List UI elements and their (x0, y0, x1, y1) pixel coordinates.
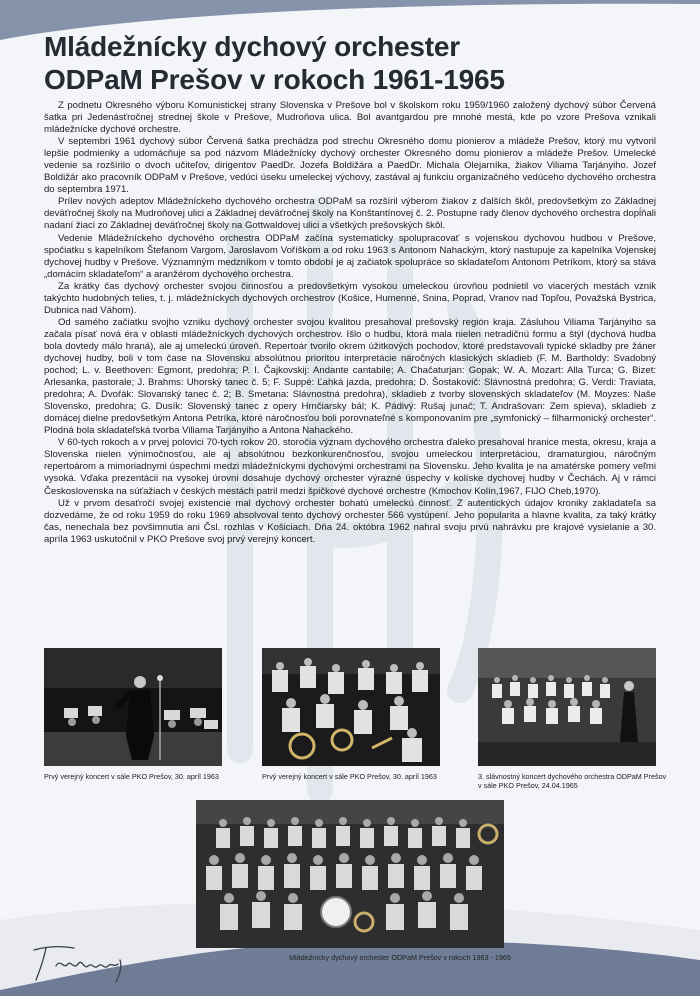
page-title (44, 30, 664, 96)
photo-caption: Prvý verejný koncert v sále PKO Prešov, 30. apríl 1963 (262, 772, 437, 781)
paragraph: Prílev nových adeptov Mládežníckeho dychového orchestra ODPaM sa rozšíril výberom žiakov z ďalších škôl, predovšetkým zo Základnej deväťročnej školy na Mudroňovej ulici a Základnej deväťročnej školy na Konštantínovej č. 2. Postupne rady členov dychového orchestra dopĺňali nadaní žiaci zo Základnej deväťročnej školy na Gottwaldovej ulici a všetkých prešovských škôl. (44, 196, 656, 232)
paragraph: V septembri 1961 dychový súbor Červená šatka prechádza pod strechu Okresného domu pionierov a mládeže Prešov, ktorý mu vytvoril lepšie podmienky a udomácňuje sa pod názvom Mládežnícky dychový orchester Okresného domu pionierov a mládeže Prešov. Umelecké vedenie sa rozšírilo o dvoch učiteľov, dirigentov PaedDr. Jozefa Boldižára a PaedDr. Michala Olejarníka, žiakov Viliama Tarjányiho. Jozef Boldižár ako pracovník ODPaM v Prešove, vedúci úseku umeleckej výchovy, zastával aj funkciu organizačného vedúceho dychového orchestra do septembra 1971. (44, 136, 656, 196)
article-body (44, 100, 656, 546)
photo-group-portrait (196, 800, 504, 948)
paragraph: Už v prvom desaťročí svojej existencie mal dychový orchester bohatú umeleckú činnosť. Z autentických údajov kroniky zakladateľa sa dozvedáme, že od roku 1959 do roku 1969 absolvoval tento dychový orchester 566 vystúpení. Jeho popularita a hlavne kvalita, za taký krátky čas, nenechala bez povšimnutia ani Čsl. rozhlas v Košiciach. Dňa 24. októbra 1962 nahral svoju prvú nahrávku pre krajové vysielanie a 30. apríla 1963 uskutočnil v PKO Prešove svoj prvý verejný koncert. (44, 497, 656, 545)
paragraph: Vedenie Mládežníckeho dychového orchestra ODPaM začína systematicky spolupracovať s vojenskou dychovou hudbou v Prešove, spočiatku s kapelníkom Štefanom Vargom, Jaroslavom Voříškom a od roku 1963 s Antonom Nahackým, ktorý nastupuje za kapelníka Vojenskej dychovej hudby v Prešove. Významným medzníkom v tomto období je aj začiatok spolupráce so skladateľom Antonom Petríkom, ktorý sa stáva „domácim skladateľom“ a aranžérom dychového orchestra. (44, 232, 656, 280)
paragraph: Za krátky čas dychový orchester svojou činnosťou a predovšetkým vysokou umeleckou úrovňou podnietil vo viacerých mestách vznik takýchto hudobných telies, t. j. mládežníckych dychových orchestrov (Košice, Humenné, Snina, Poprad, Vranov nad Topľou, Považská Bystrica, Dubnica nad Váhom). (44, 280, 656, 316)
signature-image (28, 936, 138, 986)
photo-festive-concert (478, 648, 656, 766)
photo-caption (478, 772, 668, 790)
paragraph: Od samého začiatku svojho vzniku dychový orchester svojou kvalitou presahoval prešovský región kraja. Zásluhou Viliama Tarjányiho sa začala písať nová éra v oblasti mládežníckych dychových orchestrov. Išlo o hudbu, ktorá mala nielen netradičnú formu a štýl (dychová hudba bola dovtedy málo hraná), ale aj umeleckú úroveň. Repertoár tvorilo okrem úžitkových pochodov, ktoré predstavovali typické skladby pre žáner dychovej hudby, boli v tom čase na Slovensku absolútnou prioritou interpretácie náročných klasických skladieb (F. M. Bartholdy: Svadobný pochod; L. v. Beethoven: Egmont, predohra; P. I. Čajkovskij: Andante cantabile; A. Chačaturjan: Gopak; W. A. Mozart: Alla Turca; G. Bizet: Arlesanka, pastorale; J. Brahms: Uhorský tanec č. 5; F. Suppé: Ľahká jazda, predohra; D. Šostakovič: Slávnostná predohra; G. Verdi: Traviata, predohra; A. Dvořák: Slovanský tanec č. 2; B. Smetana: Slávnostná predohra), skladieb z tvorby slovenských skladateľov (M. Moyzes: Naše Slovensko, predohra; G. Dusík: Slovenský tanec z opery Hrnčiarsky bál; K. Pádivý: Rušaj junač; T. Andrašovan: Zem spieva), skladieb z domácej dielne predovšetkým Antona Petríka, ktoré náročnosťou boli porovnateľné s komponovaním pre „symfonický – filharmonický orchester“. Plodná bola skladateľská tvorba Viliama Tarjányiho a Antona Nahackého. (44, 316, 656, 437)
photo-caption-line: 3. slávnostný koncert dychového orchestra ODPaM Prešov (478, 772, 667, 781)
paragraph: V 60-tych rokoch a v prvej polovici 70-tych rokov 20. storočia význam dychového orchestra ďaleko presahoval hranice mesta, okresu, kraja a Slovenska nielen výnimočnosťou, ale aj absolútnou bezkonkurenčnosťou, svojou umeleckou interpretáciou, dramaturgiou, náročným repertoárom a mimoriadnymi úspechmi medzi mládežníckymi dychovými orchestrami na Slovensku. Jeho kvalita je na amatérske pomery veľmi vysoká. Vďaka prezentácii na vysokej úrovni dosahuje dychový orchester výrazné úspechy v kolíske dychovej hudby v Čechách. Aj v rámci Československa na súťažiach v českých mestách patril medzi špičkové dychové orchestre (Kmochov Kolín,1967, FIJO Cheb,1970). (44, 437, 656, 497)
title-line-1: Mládežnícky dychový orchester (44, 31, 460, 62)
photo-caption: Prvý verejný koncert v sále PKO Prešov, 30. apríl 1963 (44, 772, 219, 781)
photo-caption-line: v sále PKO Prešov, 24.04.1965 (478, 781, 578, 790)
photo-concert-players (262, 648, 440, 766)
photo-caption: Mládežnícky dychový orchester ODPaM Prešov v rokoch 1963 - 1965 (289, 953, 511, 962)
paragraph: Z podnetu Okresného výboru Komunistickej strany Slovenska v Prešove bol v školskom roku 1959/1960 založený dychový súbor Červená šatka pri Jedenásťročnej strednej škole v Prešove, Mudroňova ulica. Bol avantgardou pre mnohé mestá, kde po vzore Prešova vznikali mládežnícke dychové orchestre. (44, 100, 656, 136)
photo-concert-conductor (44, 648, 222, 766)
title-line-2: ODPaM Prešov v rokoch 1961-1965 (44, 64, 505, 95)
